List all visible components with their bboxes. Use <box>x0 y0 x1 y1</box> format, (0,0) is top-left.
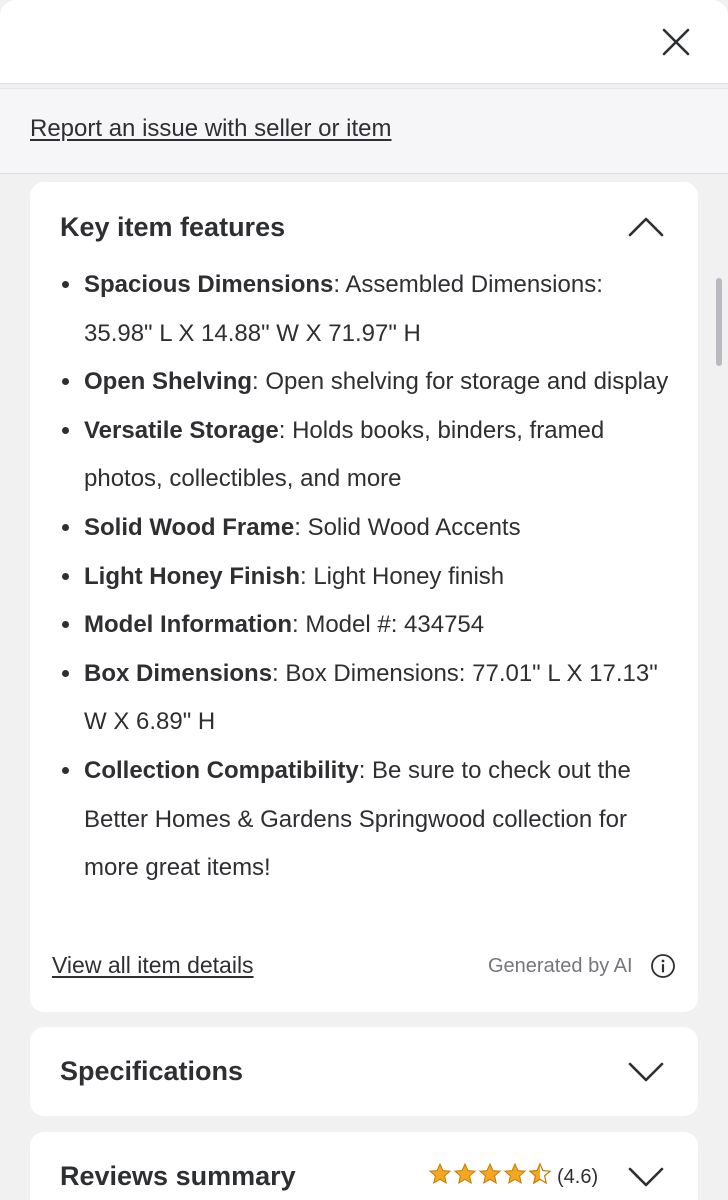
list-item <box>60 601 670 650</box>
feature-name: Model Information <box>84 611 292 639</box>
star-icon <box>428 1162 452 1186</box>
feature-name: Open Shelving <box>84 368 253 396</box>
list-item <box>60 747 670 893</box>
feature-name: Light Honey Finish <box>84 562 300 590</box>
feature-text: : Holds books, binders, framed photos, collectibles, and more <box>84 416 605 493</box>
reviews-summary-title: Reviews summary <box>60 1161 296 1191</box>
star-icon <box>453 1162 477 1186</box>
feature-text: : Box Dimensions: 77.01" L X 17.13" W X 6.89" H <box>84 659 658 736</box>
specifications-card[interactable] <box>30 1027 698 1116</box>
list-item <box>60 504 670 553</box>
modal-header <box>0 0 728 84</box>
expand-button[interactable] <box>626 1052 666 1092</box>
star-icon <box>503 1162 527 1186</box>
feature-text: : Light Honey finish <box>300 562 505 590</box>
feature-name: Box Dimensions <box>84 659 273 687</box>
chevron-down-icon <box>628 1166 664 1188</box>
scrollbar-thumb[interactable] <box>716 278 722 366</box>
star-rating <box>428 1162 552 1186</box>
key-features-card <box>30 182 698 1012</box>
feature-name: Collection Compatibility <box>84 756 359 784</box>
feature-text: : Model #: 434754 <box>291 611 485 639</box>
generated-by-ai-label: Generated by AI <box>488 955 633 977</box>
collapse-button[interactable] <box>626 207 666 247</box>
feature-text: : Assembled Dimensions: 35.98" L X 14.88" W X 71.97" H <box>84 271 603 347</box>
close-button[interactable] <box>654 20 698 64</box>
reviews-summary-card[interactable] <box>30 1132 698 1200</box>
report-issue-link[interactable]: Report an issue with seller or item <box>30 115 392 142</box>
features-list <box>60 261 670 893</box>
feature-name: Spacious Dimensions <box>84 271 334 298</box>
list-item <box>60 358 670 407</box>
chevron-up-icon <box>628 216 664 238</box>
list-item <box>60 650 670 747</box>
info-button[interactable] <box>650 953 676 979</box>
close-icon <box>661 27 691 57</box>
view-all-details-link[interactable]: View all item details <box>52 952 254 978</box>
feature-text: : Be sure to check out the Better Homes & Gardens Springwood collection for more great items! <box>84 756 631 882</box>
star-icon <box>478 1162 502 1186</box>
feature-text: : Solid Wood Accents <box>294 513 521 541</box>
feature-name: Versatile Storage <box>84 416 279 444</box>
list-item <box>60 407 670 504</box>
expand-button[interactable] <box>626 1157 666 1197</box>
chevron-down-icon <box>628 1061 664 1083</box>
feature-name: Solid Wood Frame <box>84 513 295 541</box>
specifications-title: Specifications <box>60 1056 244 1086</box>
key-features-title: Key item features <box>60 212 286 242</box>
rating-value: (4.6) <box>557 1166 599 1188</box>
info-icon <box>650 953 676 979</box>
list-item <box>60 553 670 602</box>
list-item <box>60 261 670 358</box>
half-star-icon <box>528 1162 552 1186</box>
feature-text: : Open shelving for storage and display <box>252 368 669 396</box>
